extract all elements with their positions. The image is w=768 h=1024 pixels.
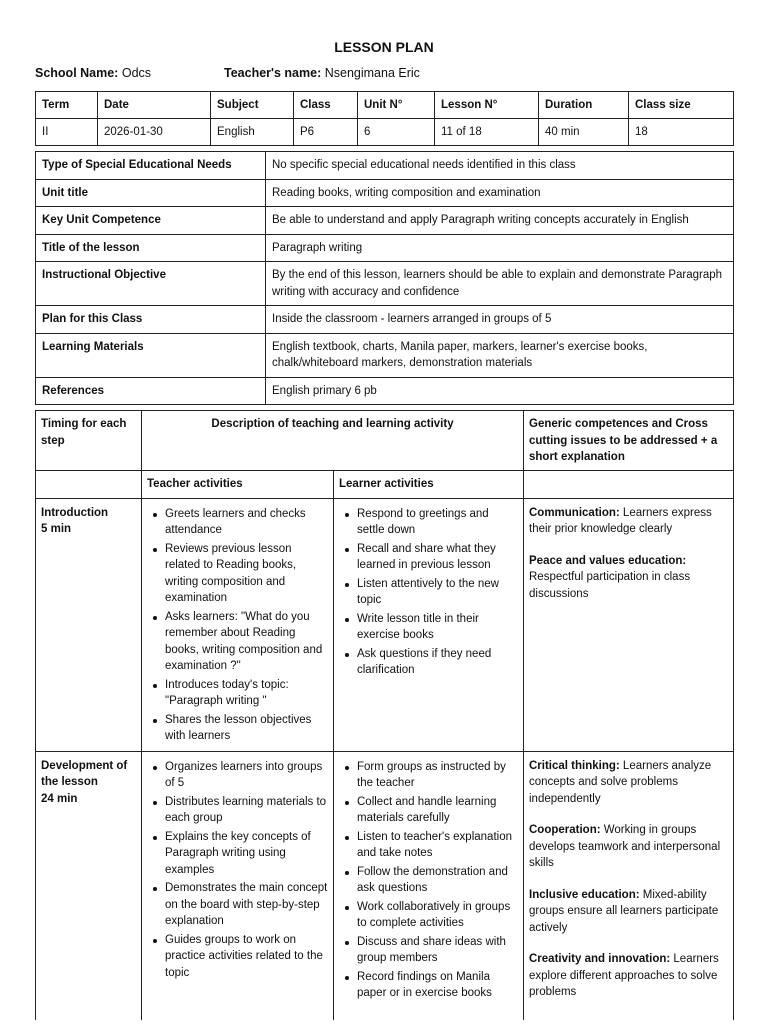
detail-key: Plan for this Class xyxy=(36,306,266,334)
teacher-activities-cell xyxy=(142,751,334,1020)
list-item: Work collaboratively in groups to complete activities xyxy=(339,899,518,932)
info-header-cell: Class xyxy=(294,92,358,119)
competence-text: Learners express their prior knowledge clearly xyxy=(529,506,712,535)
detail-key: Key Unit Competence xyxy=(36,207,266,235)
school-teacher-row xyxy=(35,60,733,91)
lesson-info-table xyxy=(35,91,734,146)
info-header-cell: Subject xyxy=(211,92,294,119)
detail-key: Type of Special Educational Needs xyxy=(36,152,266,180)
info-value-cell: 40 min xyxy=(539,119,629,146)
competence-item xyxy=(529,758,728,808)
list-item: Listen attentively to the new topic xyxy=(339,576,518,609)
school-name-label: School Name: xyxy=(35,66,119,80)
stage-time: 5 min xyxy=(41,523,72,535)
detail-row xyxy=(36,262,734,306)
school-name xyxy=(35,66,224,80)
description-header: Description of teaching and learning activity xyxy=(142,411,524,471)
teacher-activity-list xyxy=(147,759,328,982)
detail-key: Unit title xyxy=(36,179,266,207)
competence-item xyxy=(529,951,728,1001)
competence-label: Inclusive education: xyxy=(529,888,640,901)
info-value-cell: 18 xyxy=(629,119,734,146)
info-header-cell: Duration xyxy=(539,92,629,119)
list-item: Greets learners and checks attendance xyxy=(147,506,328,539)
list-item: Distributes learning materials to each group xyxy=(147,794,328,827)
info-header-cell: Lesson N° xyxy=(435,92,539,119)
detail-value: Reading books, writing composition and examination xyxy=(266,179,734,207)
detail-row xyxy=(36,179,734,207)
list-item: Discuss and share ideas with group members xyxy=(339,934,518,967)
competence-text: Learners explore different approaches to solve problems xyxy=(529,953,719,998)
list-item: Reviews previous lesson related to Reading books, writing composition and examination xyxy=(147,541,328,607)
list-item: Ask questions if they need clarification xyxy=(339,646,518,679)
info-value-cell: English xyxy=(211,119,294,146)
info-value-cell: P6 xyxy=(294,119,358,146)
list-item: Organizes learners into groups of 5 xyxy=(147,759,328,792)
activity-row-introduction xyxy=(36,498,734,751)
activities-table xyxy=(35,410,734,1020)
list-item: Record findings on Manila paper or in exercise books xyxy=(339,969,518,1002)
activities-subheader-row xyxy=(36,470,734,498)
detail-row xyxy=(36,306,734,334)
detail-row xyxy=(36,152,734,180)
list-item: Write lesson title in their exercise books xyxy=(339,611,518,644)
info-header-cell: Class size xyxy=(629,92,734,119)
list-item: Follow the demonstration and ask questions xyxy=(339,864,518,897)
info-value-cell: 2026-01-30 xyxy=(98,119,211,146)
competences-cell xyxy=(524,498,734,751)
competence-label: Peace and values education: xyxy=(529,554,687,567)
competences-cell xyxy=(524,751,734,1020)
teacher-name-value: Nsengimana Eric xyxy=(324,66,420,80)
detail-value: English primary 6 pb xyxy=(266,377,734,405)
stage-name: Introduction xyxy=(41,506,109,519)
info-header-cell: Unit N° xyxy=(358,92,435,119)
teacher-activities-cell xyxy=(142,498,334,751)
info-value-cell: 6 xyxy=(358,119,435,146)
detail-value: Be able to understand and apply Paragraph writing concepts accurately in English xyxy=(266,207,734,235)
stage-name: Development of the lesson xyxy=(41,759,128,788)
empty-cell xyxy=(524,470,734,498)
list-item: Demonstrates the main concept on the board with step-by-step explanation xyxy=(147,880,328,930)
competence-label: Communication: xyxy=(529,506,620,519)
list-item: Guides groups to work on practice activities related to the topic xyxy=(147,932,328,982)
stage-time: 24 min xyxy=(41,792,78,805)
detail-key: Title of the lesson xyxy=(36,234,266,262)
list-item: Introduces today's topic: "Paragraph writing " xyxy=(147,677,328,710)
list-item: Collect and handle learning materials carefully xyxy=(339,794,518,827)
teacher-activity-list xyxy=(147,506,328,745)
competence-label: Critical thinking: xyxy=(529,759,620,772)
activities-header-row xyxy=(36,411,734,471)
detail-key: Instructional Objective xyxy=(36,262,266,306)
detail-value: No specific special educational needs identified in this class xyxy=(266,152,734,180)
info-value-row xyxy=(36,119,734,146)
competence-label: Creativity and innovation: xyxy=(529,953,671,965)
detail-row xyxy=(36,234,734,262)
competence-item xyxy=(529,822,728,872)
school-name-value: Odcs xyxy=(121,66,152,80)
competence-item xyxy=(529,505,728,538)
competence-text: Learners analyze concepts and solve problems independently xyxy=(529,759,712,805)
learner-activity-list xyxy=(339,506,518,679)
list-item: Listen to teacher's explanation and take notes xyxy=(339,829,518,862)
teacher-activities-header: Teacher activities xyxy=(142,470,334,498)
competence-text: Respectful participation in class discussions xyxy=(529,571,691,600)
info-value-cell: II xyxy=(36,119,98,146)
info-header-row xyxy=(36,92,734,119)
timing-header: Timing for each step xyxy=(36,411,142,471)
detail-key: References xyxy=(36,377,266,405)
detail-key: Learning Materials xyxy=(36,333,266,377)
competence-label: Cooperation: xyxy=(529,824,601,836)
learner-activities-cell xyxy=(334,498,524,751)
learner-activity-list xyxy=(339,759,518,1002)
info-value-cell: 11 of 18 xyxy=(435,119,539,146)
competence-text: Mixed-ability groups ensure all learners participate actively xyxy=(529,888,719,934)
list-item: Respond to greetings and settle down xyxy=(339,506,518,539)
list-item: Shares the lesson objectives with learners xyxy=(147,712,328,745)
list-item: Form groups as instructed by the teacher xyxy=(339,759,518,792)
detail-value: By the end of this lesson, learners should be able to explain and demonstrate Paragraph writing with accuracy and confidence xyxy=(266,262,734,306)
detail-row xyxy=(36,333,734,377)
stage-cell xyxy=(36,751,142,1020)
list-item: Explains the key concepts of Paragraph writing using examples xyxy=(147,829,328,879)
competence-text: Working in groups develops teamwork and interpersonal skills xyxy=(529,824,721,869)
learner-activities-cell xyxy=(334,751,524,1020)
page-title: LESSON PLAN xyxy=(334,39,434,55)
competence-item xyxy=(529,887,728,937)
activity-row-development xyxy=(36,751,734,1020)
info-header-cell: Date xyxy=(98,92,211,119)
teacher-name xyxy=(224,66,420,80)
detail-value: Paragraph writing xyxy=(266,234,734,262)
list-item: Recall and share what they learned in previous lesson xyxy=(339,541,518,574)
competences-header: Generic competences and Cross cutting issues to be addressed + a short explanation xyxy=(524,411,734,471)
info-header-cell: Term xyxy=(36,92,98,119)
detail-row xyxy=(36,207,734,235)
teacher-name-label: Teacher's name: xyxy=(224,66,322,80)
detail-value: Inside the classroom - learners arranged in groups of 5 xyxy=(266,306,734,334)
detail-value: English textbook, charts, Manila paper, markers, learner's exercise books, chalk/whiteboard markers, demonstration materials xyxy=(266,333,734,377)
stage-cell xyxy=(36,498,142,751)
competence-item xyxy=(529,553,728,603)
empty-cell xyxy=(36,470,142,498)
detail-row xyxy=(36,377,734,405)
lesson-details-table xyxy=(35,151,734,405)
list-item: Asks learners: "What do you remember about Reading books, writing composition and examination ?" xyxy=(147,609,328,675)
learner-activities-header: Learner activities xyxy=(334,470,524,498)
